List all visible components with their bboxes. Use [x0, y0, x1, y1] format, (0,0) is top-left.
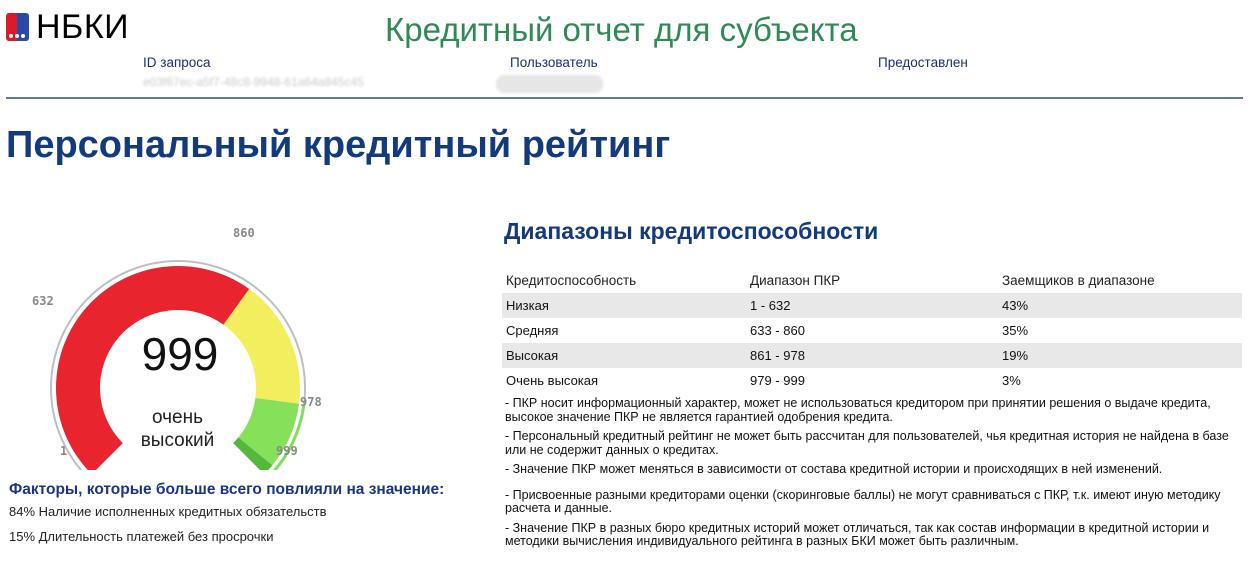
request-id-label: ID запроса [143, 55, 211, 70]
gauge-tick-label-978: 978 [300, 395, 322, 409]
ranges-title: Диапазоны кредитоспособности [504, 218, 879, 244]
table-cell: Средняя [506, 323, 559, 338]
table-row [502, 318, 1242, 343]
note-item: - Значение ПКР в разных бюро кредитных историй может отличаться, так как состав информации в кредитной истории и методики вычисления индивидуального рейтинга в разных БКИ может быть различным. [505, 520, 1210, 548]
user-label: Пользователь [510, 55, 598, 70]
column-header-creditworthiness: Кредитоспособность [506, 273, 637, 288]
user-block [510, 55, 603, 93]
note-item: - Присвоенные разными кредиторами оценки (скоринговые баллы) не могут сравниваться с ПКР, т.к. имеют иную методику расчета и данные. [505, 487, 1221, 515]
gauge-tick-label-max: 999 [276, 444, 298, 458]
column-header-range: Диапазон ПКР [750, 273, 841, 288]
table-cell: 3% [1002, 373, 1021, 388]
factor-item: 84% Наличие исполненных кредитных обязательств [9, 504, 327, 519]
column-header-borrowers: Заемщиков в диапазоне [1002, 273, 1155, 288]
request-id-block [143, 55, 364, 89]
table-header-row [502, 268, 1242, 293]
provided-block [878, 55, 968, 89]
credit-score-value: 999 [141, 328, 219, 380]
table-row [502, 293, 1242, 318]
table-cell: Низкая [502, 293, 746, 318]
table-cell: 633 - 860 [750, 323, 805, 338]
request-id-value: e03f67ec-a5f7-48c8-9948-61a64a845c45 [143, 75, 364, 89]
table-cell: Очень высокая [506, 373, 599, 388]
logo-text: НБКИ [36, 8, 130, 46]
credit-score-caption: очень высокий [140, 407, 215, 451]
nbki-logo [6, 10, 129, 44]
gauge-tick-label-632: 632 [32, 294, 54, 308]
note-item: - Персональный кредитный рейтинг не может быть рассчитан для пользователей, чья кредитная история не найдена в базе или не содержит данных о кредитах. [505, 429, 1229, 457]
table-cell: 979 - 999 [750, 373, 805, 388]
table-cell: 1 - 632 [746, 293, 998, 318]
note-item: - ПКР носит информационный характер, может не использоваться кредитором при принятии решения о выдаче кредита, высокое значение ПКР не является гарантией одобрения кредита. [505, 396, 1211, 424]
gauge-tick-label-min: 1 [60, 444, 68, 458]
factor-item: 15% Длительность платежей без просрочки [9, 529, 274, 544]
provided-label: Предоставлен [878, 55, 968, 70]
page-title: Персональный кредитный рейтинг [6, 124, 671, 166]
ranges-table [502, 268, 1242, 393]
logo-icon [6, 13, 30, 41]
table-cell: 43% [998, 293, 1242, 318]
table-cell: 19% [998, 343, 1242, 368]
gauge-tick-label-860: 860 [233, 226, 255, 240]
header-divider [6, 97, 1243, 99]
credit-score-gauge [0, 210, 330, 470]
table-cell: 35% [1002, 323, 1029, 338]
provided-value-redacted [878, 75, 968, 89]
user-value-redacted [496, 75, 603, 93]
factors-title: Факторы, которые больше всего повлияли на значение: [9, 481, 445, 498]
table-row [502, 343, 1242, 368]
notes-list [505, 397, 1245, 555]
note-item: - Значение ПКР может меняться в зависимости от состава кредитной истории и происходящих в ней изменений. [505, 462, 1163, 476]
table-cell: Высокая [502, 343, 746, 368]
table-row [502, 368, 1242, 393]
report-title: Кредитный отчет для субъекта [385, 11, 858, 48]
table-cell: 861 - 978 [746, 343, 998, 368]
